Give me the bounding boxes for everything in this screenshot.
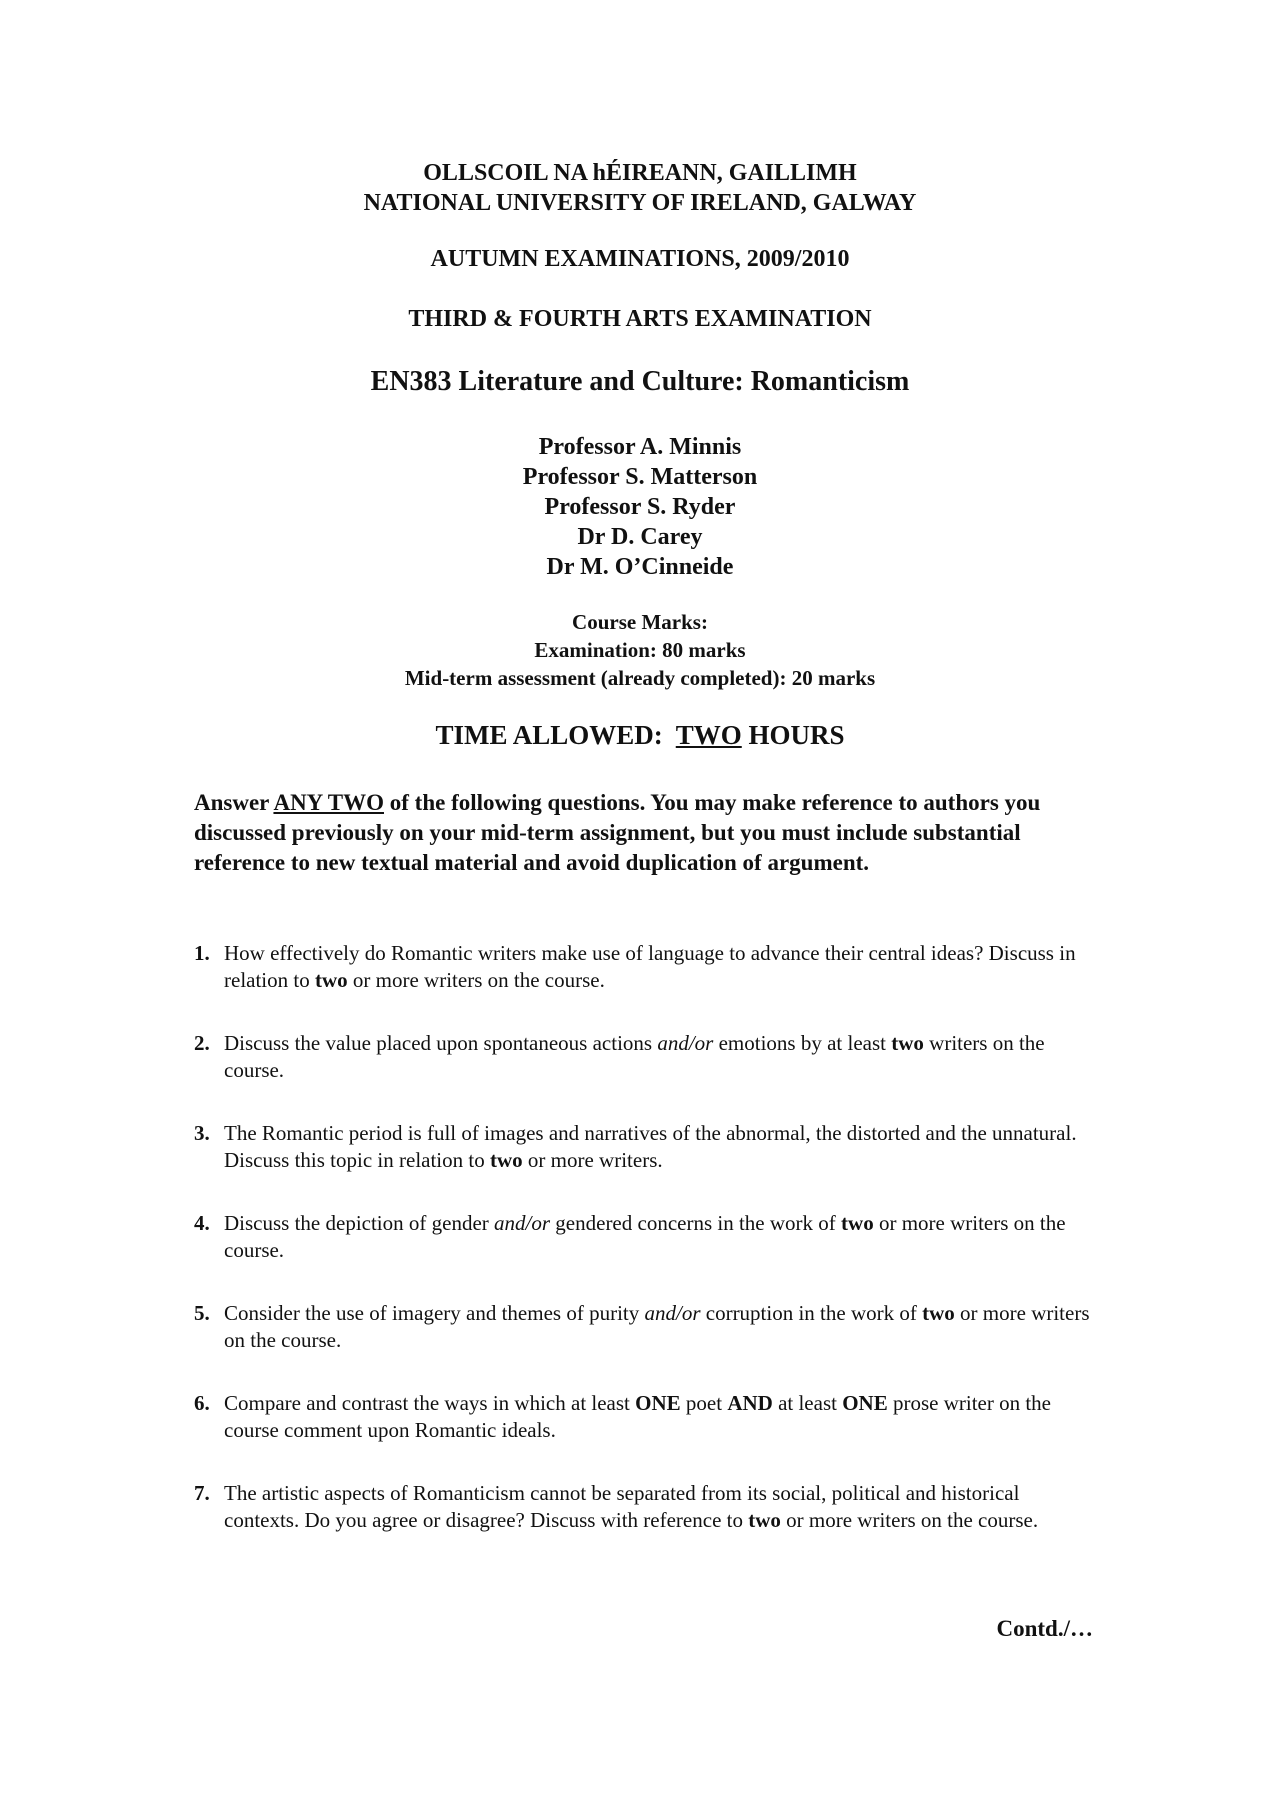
question-text bbox=[224, 1120, 1099, 1174]
question-item bbox=[194, 1030, 1099, 1084]
question-text bbox=[224, 1030, 1099, 1084]
question-text-segment: Discuss the value placed upon spontaneous actions bbox=[224, 1031, 658, 1055]
question-number: 5. bbox=[194, 1301, 210, 1325]
instructions-rest: of the following questions. You may make reference to authors you discussed previously on your mid-term assignment, but you must include substantial reference to new textual material and avoid duplication of argument. bbox=[194, 790, 1041, 875]
question-text-segment: gendered concerns in the work of bbox=[550, 1211, 842, 1235]
question-emphasis: two bbox=[891, 1031, 924, 1055]
question-item bbox=[194, 1300, 1099, 1354]
question-text-segment: corruption in the work of bbox=[700, 1301, 923, 1325]
marks-heading: Course Marks: bbox=[572, 610, 708, 634]
examiner: Professor S. Ryder bbox=[544, 494, 736, 520]
question-number: 6. bbox=[194, 1391, 210, 1415]
question-emphasis: two bbox=[748, 1508, 781, 1532]
question-emphasis: two bbox=[841, 1211, 874, 1235]
question-number: 2. bbox=[194, 1031, 210, 1055]
question-number: 3. bbox=[194, 1121, 210, 1145]
question-text-segment: Compare and contrast the ways in which at least bbox=[224, 1391, 636, 1415]
question-emphasis: two bbox=[314, 968, 348, 992]
question-text-segment: at least bbox=[772, 1391, 843, 1415]
question-italic: and/or bbox=[657, 1031, 714, 1055]
continued-marker: Contd./… bbox=[996, 1616, 1093, 1641]
question-number: 1. bbox=[194, 941, 210, 965]
marks-examination: Examination: 80 marks bbox=[534, 638, 746, 662]
time-allowed bbox=[0, 720, 1280, 751]
question-text bbox=[224, 1300, 1099, 1354]
question-emphasis: two bbox=[922, 1301, 955, 1325]
marks-midterm: Mid-term assessment (already completed): 20 marks bbox=[404, 666, 876, 690]
question-item bbox=[194, 1480, 1099, 1534]
exam-name: THIRD & FOURTH ARTS EXAMINATION bbox=[408, 306, 872, 332]
examiner: Dr D. Carey bbox=[577, 524, 703, 550]
question-text-segment: poet bbox=[680, 1391, 728, 1415]
question-italic: and/or bbox=[494, 1211, 551, 1235]
question-item bbox=[194, 1120, 1099, 1174]
question-text-segment: The artistic aspects of Romanticism cannot be separated from its social, political and historical contexts. Do you agree or disagree? Discuss with reference to bbox=[224, 1481, 1020, 1532]
question-text-segment: or more writers on the course. bbox=[224, 1301, 1090, 1352]
question-text-segment: The Romantic period is full of images and narratives of the abnormal, the distorted and the unnatural. Discuss this topic in relation to bbox=[224, 1121, 1077, 1172]
question-text-segment: emotions by at least bbox=[713, 1031, 892, 1055]
question-text bbox=[224, 1390, 1099, 1444]
university-name-english: NATIONAL UNIVERSITY OF IRELAND, GALWAY bbox=[363, 190, 917, 216]
question-text-segment: writers on the course. bbox=[224, 1031, 1045, 1082]
question-text-segment: prose writer on the course comment upon Romantic ideals. bbox=[224, 1391, 1052, 1442]
exam-instructions bbox=[194, 788, 1094, 878]
examiner: Dr M. O’Cinneide bbox=[546, 554, 734, 580]
question-emphasis: two bbox=[489, 1148, 523, 1172]
question-text-segment: How effectively do Romantic writers make use of language to advance their central ideas? Discuss in relation to bbox=[224, 941, 1076, 992]
question-number: 7. bbox=[194, 1481, 210, 1505]
question-text bbox=[224, 940, 1099, 994]
question-number: 4. bbox=[194, 1211, 210, 1235]
question-text-segment: or more writers on the course. bbox=[780, 1508, 1039, 1532]
question-item bbox=[194, 1210, 1099, 1264]
question-emphasis: ONE bbox=[842, 1391, 888, 1415]
question-italic: and/or bbox=[644, 1301, 701, 1325]
question-item bbox=[194, 940, 1099, 994]
question-text-segment: or more writers on the course. bbox=[347, 968, 605, 992]
time-duration: TWO bbox=[675, 720, 742, 750]
time-suffix: HOURS bbox=[748, 720, 845, 750]
university-name-irish: OLLSCOIL NA hÉIREANN, GAILLIMH bbox=[423, 160, 857, 186]
examiner: Professor A. Minnis bbox=[538, 434, 742, 460]
question-item bbox=[194, 1390, 1099, 1444]
university-heading bbox=[0, 158, 1280, 218]
examiner: Professor S. Matterson bbox=[522, 464, 758, 490]
question-text-segment: or more writers on the course. bbox=[224, 1211, 1066, 1262]
question-text-segment: Consider the use of imagery and themes of purity bbox=[224, 1301, 645, 1325]
course-marks bbox=[0, 608, 1280, 692]
time-prefix: TIME ALLOWED: bbox=[435, 720, 663, 750]
question-text-segment: or more writers. bbox=[522, 1148, 663, 1172]
question-text-segment: Discuss the depiction of gender bbox=[224, 1211, 495, 1235]
instructions-prefix: Answer bbox=[194, 790, 269, 815]
question-list bbox=[194, 940, 1099, 1570]
question-emphasis: ONE bbox=[635, 1391, 681, 1415]
exam-session: AUTUMN EXAMINATIONS, 2009/2010 bbox=[430, 246, 850, 272]
question-text bbox=[224, 1480, 1099, 1534]
examiner-list bbox=[0, 432, 1280, 582]
question-emphasis: AND bbox=[727, 1391, 773, 1415]
question-text bbox=[224, 1210, 1099, 1264]
course-title: EN383 Literature and Culture: Romanticism bbox=[370, 366, 910, 397]
instructions-emphasis: ANY TWO bbox=[273, 790, 384, 815]
